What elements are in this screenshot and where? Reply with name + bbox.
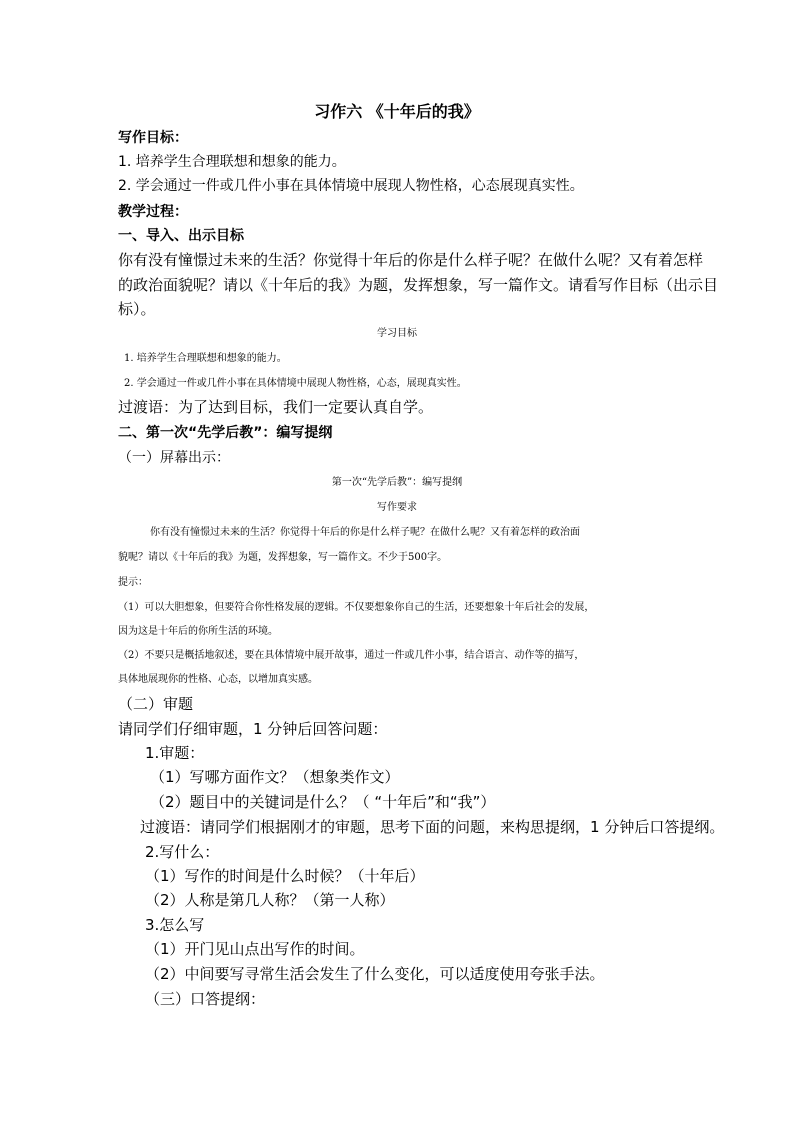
question-3b: （2）中间要写寻常生活会发生了什么变化，可以适度使用夸张手法。: [145, 965, 605, 983]
screen-hint-1b: 因为这是十年后的你所生活的环境。: [118, 626, 278, 637]
question-2a: （1）写作的时间是什么时候？（十年后）: [145, 867, 425, 885]
goal-item-1: 1. 培养学生合理联想和想象的能力。: [118, 154, 346, 170]
sub-heading-2: （二）审题: [118, 695, 194, 713]
question-2: 2.写什么：: [145, 843, 220, 861]
screen-title: 第一次“先学后教”：编写提纲: [331, 477, 463, 488]
screen-hint-label: 提示：: [118, 577, 148, 588]
section1-para-line3: 标）。: [118, 300, 156, 318]
screen-hint-2b: 具体地展现你的性格、心态，以增加真实感。: [118, 674, 318, 685]
screen-goals-title: 学习目标: [377, 328, 417, 339]
screen-goal-item-2: 2. 学会通过一件或几件小事在具体情境中展现人物性格，心态，展现真实性。: [124, 378, 467, 389]
document-title: 习作六 《十年后的我》: [314, 102, 480, 121]
goals-heading: 写作目标：: [118, 130, 188, 146]
goal-item-2: 2. 学会通过一件或几件小事在具体情境中展现人物性格，心态展现真实性。: [118, 178, 584, 194]
transition-line: 过渡语：为了达到目标，我们一定要认真自学。: [118, 398, 434, 416]
sub-heading-3: （三）口答提纲：: [145, 990, 266, 1008]
transition-line-2: 过渡语：请同学们根据刚才的审题，思考下面的问题，来构思提纲，1 分钟后口答提纲。: [140, 818, 725, 836]
screen-requirements-title: 写作要求: [377, 502, 417, 513]
question-1: 1.审题：: [145, 744, 205, 762]
ask-line: 请同学们仔细审题，1 分钟后回答问题：: [118, 720, 388, 738]
screen-para-line2: 貌呢？请以《十年后的我》为题，发挥想象，写一篇作文。不少于500字。: [118, 552, 448, 563]
section2-heading: 二、第一次“先学后教”：编写提纲: [118, 425, 333, 441]
question-1a: （1）写哪方面作文？（想象类作文）: [150, 768, 400, 786]
screen-hint-2a: （2）不要只是概括地叙述，要在具体情境中展开故事，通过一件或几件小事，结合语言、动作等的描写，: [118, 650, 585, 661]
screen-goal-item-1: 1. 培养学生合理联想和想象的能力。: [124, 353, 287, 364]
section1-para-line1: 你有没有憧憬过未来的生活？你觉得十年后的你是什么样子呢？在做什么呢？又有着怎样: [118, 251, 704, 269]
section1-heading: 一、导入、出示目标: [118, 228, 244, 244]
section1-para-line2: 的政治面貌呢？请以《十年后的我》为题，发挥想象，写一篇作文。请看写作目标（出示目: [118, 276, 719, 294]
screen-hint-1a: （1）可以大胆想象，但要符合你性格发展的逻辑。不仅要想象你自己的生活，还要想象十年后社会的发展，: [118, 602, 595, 613]
question-3: 3.怎么写: [145, 916, 205, 934]
process-heading: 教学过程：: [118, 204, 188, 220]
screen-para-line1: 你有没有憧憬过未来的生活？你觉得十年后的你是什么样子呢？在做什么呢？又有着怎样的政治面: [150, 527, 580, 538]
sub-heading-1: （一）屏幕出示：: [118, 450, 230, 466]
question-1b: （2）题目中的关键词是什么？（ “十年后”和“我”）: [150, 793, 496, 811]
question-3a: （1）开门见山点出写作的时间。: [145, 940, 365, 958]
question-2b: （2）人称是第几人称？（第一人称）: [145, 891, 395, 909]
